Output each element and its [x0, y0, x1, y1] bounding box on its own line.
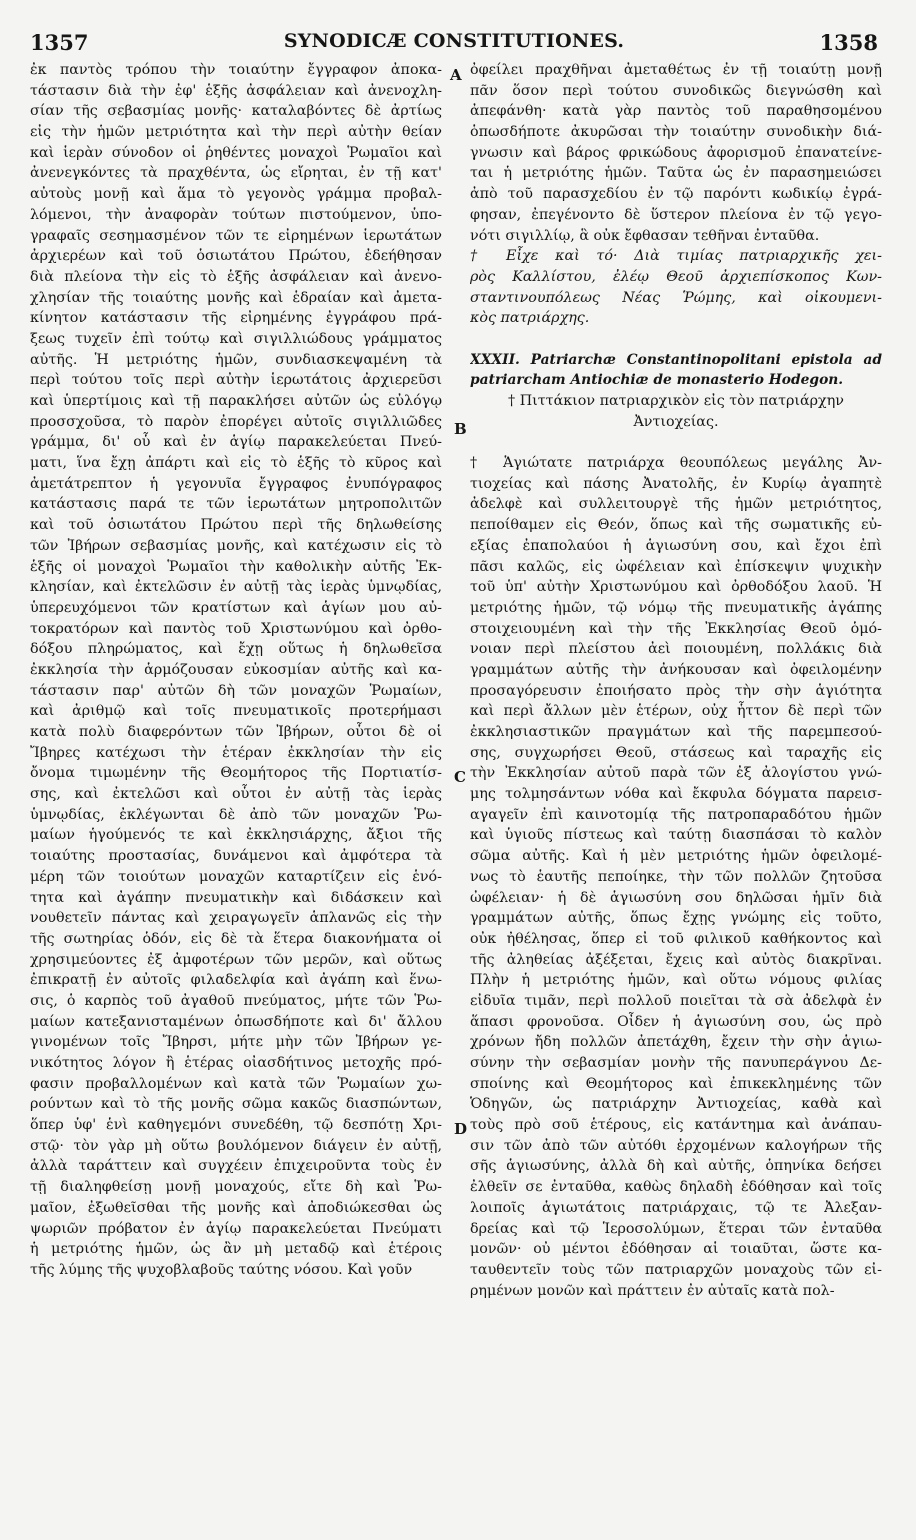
text-line: Πλὴν ἡ μετριότης ἡμῶν, καὶ οὕτω νόμους φιλίας: [470, 972, 882, 989]
text-line: ἐκκλησία τὴν ἁρμόζουσαν εὐκοσμίαν αὐτῆς καὶ κα-: [30, 661, 442, 678]
text-line: τῆς λύμης τῆς ψυχοβλαβοῦς ταύτης νόσου. Καὶ γοῦν: [30, 1261, 413, 1278]
text-line: μαίων ἡγούμενός τε καὶ ἐκκλησιάρχης, ἄξιοι τῆς: [30, 827, 442, 844]
text-line: ἀλλὰ ταράττειν καὶ συγχέειν ἐπιχειροῦντα τοὺς ἐν: [30, 1158, 442, 1175]
text-line: λόμενοι, τὴν ἀναφορὰν τούτων πιστούμενον, ὑπο-: [30, 206, 442, 223]
text-line: ἐκ παντὸς τρόπου τὴν τοιαύτην ἔγγραφον ἀποκα-: [30, 62, 442, 78]
text-line: ὀφείλει πραχθῆναι ἀμεταθέτως ἐν τῇ τοιαύτῃ μονῇ: [470, 62, 882, 78]
text-line: κατὰ πολὺ διαφερόντων τῶν Ἰβήρων, οὗτοι δὲ οἱ: [30, 724, 442, 740]
right-column: [470, 60, 882, 1301]
text-line: ὑπερευχόμενοι τῶν κρατίστων καὶ ἁγίων μου αὐ-: [30, 599, 442, 616]
text-line: οὐκ ἠθέλησας, ὅπερ εἰ τοῦ φιλικοῦ καθήκοντος καὶ: [470, 930, 882, 947]
text-line: πεποίθαμεν εἰς Θεόν, ὅπως καὶ τῆς σωματικῆς εὐ-: [470, 517, 882, 534]
text-line: μονῶν· οὐ μέντοι ἐδόθησαν αἱ τοιαῦται, ὥστε κα-: [470, 1241, 882, 1258]
text-line: τητα καὶ ἀγάπην πνευματικὴν καὶ διδάσκειν καὶ: [30, 889, 442, 906]
text-line: ἐκκλησιαστικῶν πραγμάτων καὶ τῆς παρεμπεσού-: [470, 724, 882, 740]
text-line: κίνητον κατάστασιν τῆς εἰρημένης ἐγγράφου πρά-: [30, 310, 442, 327]
margin-marker-d: D: [454, 1120, 468, 1138]
text-line: ματι, ἵνα ἔχῃ ἀπάρτι καὶ εἰς τὸ ἑξῆς τὸ κῦρος καὶ: [30, 455, 442, 472]
text-line: καὶ περὶ ἄλλων μὲν ἑτέρων, οὐχ ἧττον δὲ περὶ τῶν: [470, 703, 882, 720]
text-line: [470, 432, 882, 453]
running-title: SYNODICÆ CONSTITUTIONES.: [283, 30, 625, 52]
text-line: εἰδυῖα τιμᾶν, περὶ πολλοῦ ποιεῖται τὰ σὰ ἀδελφὰ ἐν: [470, 992, 882, 1009]
margin-marker-b: B: [454, 420, 467, 438]
text-line: καὶ τοῦ ὁσιωτάτου Πρώτου περὶ τῆς δηλωθείσης: [30, 517, 442, 534]
text-line: ἑξῆς οἱ μοναχοὶ Ῥωμαῖοι τὴν καθολικὴν αὐτῆς Ἐκ-: [30, 558, 442, 575]
text-line: καὶ ἱερὰν σύνοδον οἱ ῥηθέντες μοναχοὶ Ῥωμαῖοι καὶ: [30, 144, 442, 161]
text-line: μαῖον, ἐξωθεῖσθαι τῆς μονῆς καὶ ἀποδιώκεσθαι ὡς: [30, 1199, 442, 1216]
text-line: χλησίαν τῆς τοιαύτης μονῆς καὶ ἑδραίαν καὶ ἀμετα-: [30, 289, 442, 306]
page-number-left: 1357: [30, 30, 89, 55]
text-line: ἀπὸ τοῦ παρασχεδίου ἐν τῷ παρόντι κωδικίῳ ἐγρά-: [470, 186, 882, 203]
text-line: τάστασιν παρ' αὐτῶν δὴ τῶν μοναχῶν Ῥωμαίων,: [30, 682, 442, 699]
text-line: σις, ὁ καρπὸς τοῦ ἀγαθοῦ πνεύματος, μήτε τῶν Ῥω-: [30, 992, 442, 1009]
text-line: τῆς ἀληθείας ἀξέξεται, ἔχεις καὶ αὐτὸς διακρῖναι.: [470, 951, 882, 968]
text-line: XXXII. Patriarchæ Constantinopolitani epistola ad: [470, 351, 882, 368]
text-line: γραμμάτων αὐτῆς τὴν ἀνήκουσαν καὶ ὀφειλομένην: [470, 661, 882, 678]
text-line: αὐτῆς. Ἡ μετριότης ἡμῶν, συνδιασκεψαμένη τὰ: [30, 351, 442, 368]
left-column: [30, 60, 442, 1281]
text-line: ψωριῶν πρόβατον ἐν ἁγίῳ παρακελεύεται Πνεύματι: [30, 1220, 442, 1237]
text-line: ταυθεντεῖν τοὺς τῶν πατριαρχῶν μοναχοὺς τῶν εἰ-: [470, 1261, 882, 1278]
text-line: μαίων κατεξανισταμένων ὁπωσδήποτε καὶ δι' ἄλλου: [30, 1013, 442, 1030]
text-line: σης, συγχωρήσει Θεοῦ, στάσεως καὶ ταραχῆς εἰς: [470, 744, 882, 761]
text-line: στοιχειουμένη καὶ τὴν τῆς Ἐκκλησίας Θεοῦ ὁμό-: [470, 620, 882, 637]
text-line: σιν τῶν ἀπὸ τῶν αὐτόθι ἐρχομένων καλογήρων τῆς: [470, 1137, 882, 1154]
text-line: κατάστασις παρά τε τῶν ἱερωτάτων μητροπολιτῶν: [30, 496, 442, 513]
text-line: προσσχοῦσα, τὸ παρὸν ἐπορέγει αὐτοῖς σιγιλλιῶδες: [30, 413, 442, 430]
text-line: μετριότης ἡμῶν, τῷ νόμῳ τῆς πνευματικῆς ἀγάπης: [470, 599, 882, 616]
text-line: τῇ διαληφθείσῃ μονῇ μοναχούς, εἴτε δὴ καὶ Ῥω-: [30, 1179, 442, 1196]
text-line: αγαγεῖν ἐπὶ καινοτομίᾳ τῆς πατροπαραδότου ἡμῶν: [470, 806, 882, 823]
text-line: ρημένων μονῶν καὶ πράττειν ἐν αὐταῖς κατὰ πολ-: [470, 1282, 835, 1299]
text-line: ὅπερ ὑφ' ἑνὶ καθηγεμόνι συνεδέθη, τῷ δεσπότῃ Χρι-: [30, 1117, 442, 1134]
text-line: ἡ μετριότης ἡμῶν, ὡς ἂν μὴ μεταδῷ καὶ ἑτέροις: [30, 1241, 442, 1258]
text-line: † Ἁγιώτατε πατριάρχα θεουπόλεως μεγάλης Ἀν-: [470, 455, 882, 472]
text-line: † Εἶχε καὶ τό· Διὰ τιμίας πατριαρχικῆς χει-: [470, 248, 882, 265]
text-line: γινομένων τοῖς Ἴβηρσι, μήτε μὴν τῶν Ἰβήρων γε-: [30, 1034, 442, 1051]
text-line: Ἴβηρες κατέχωσι τὴν ἑτέραν ἐκκλησίαν τὴν εἰς: [30, 744, 442, 761]
text-line: τῶν Ἰβήρων σεβασμίας μονῆς, καὶ κατέχωσιν εἰς τὸ: [30, 537, 442, 554]
text-line: [470, 329, 882, 350]
text-line: φησαν, ἐπεγένοντο δὲ ὕστερον πλείονα ἐν τῷ γεγο-: [470, 206, 882, 223]
margin-marker-a: A: [450, 66, 462, 84]
text-line: τοκρατόρων καὶ παντὸς τοῦ Χριστωνύμου καὶ ὀρθο-: [30, 620, 442, 637]
text-line: στῷ· τὸν γὰρ μὴ οὕτω βουλόμενον διάγειν ἐν αὐτῇ,: [30, 1137, 442, 1154]
text-line: σύνην τὴν σεβασμίαν μονὴν τῆς πανυπεράγνου Δε-: [470, 1055, 882, 1071]
text-line: γραμμάτων αὐτῆς, ὅπως ἔχῃς γνώμης εἰς τοῦτο,: [470, 910, 882, 927]
text-line: δόξου πληρώματος, καὶ ἔχῃ οὕτως ἡ δηλωθεῖσα: [30, 641, 442, 658]
text-line: ρὸς Καλλίστου, ἐλέῳ Θεοῦ ἀρχιεπίσκοπος Κων-: [470, 268, 882, 285]
text-line: καὶ ὑπερτίμοις καὶ τῇ παρακλήσει αὐτῶν ὡς εὐλόγῳ: [30, 393, 442, 409]
text-line: πᾶσι καλῶς, εἰς ὠφέλειαν καὶ ἐπίσκεψιν ψυχικὴν: [470, 558, 882, 575]
page-header: [30, 30, 878, 56]
text-line: Ἀντιοχείας.: [633, 413, 719, 430]
text-line: μης τολμησάντων νόθα καὶ ἔκφυλα δόγματα παρεισ-: [470, 786, 882, 803]
text-line: Ὁδηγῶν, ὡς πατριάρχην Ἀντιοχείας, καθὰ καὶ: [470, 1096, 882, 1113]
text-line: γνωσιν καὶ βάρος φρικώδους ἀφορισμοῦ ἐπανατείνε-: [470, 144, 882, 161]
text-line: νουθετεῖν πάντας καὶ χειραγωγεῖν ἁπλανῶς εἰς τὴν: [30, 910, 442, 927]
text-line: ται ἡ μετριότης ἡμῶν. Ταῦτα ὡς ἐν παρασημειώσει: [470, 165, 882, 182]
text-line: πᾶν ὅσον περὶ τούτου συνοδικῶς διεγνώσθη καὶ: [470, 82, 882, 99]
text-line: ἀρχιερέων καὶ τοῦ ὁσιωτάτου Πρώτου, ἐδεήθησαν: [30, 248, 442, 265]
text-line: ἐπικρατῇ ἐν αὐτοῖς φιλαδελφία καὶ ἀγάπη καὶ ἕνω-: [30, 972, 442, 989]
text-line: νικότητος λόγον ἢ ἑτέρας οἰασδήτινος μετοχῆς πρό-: [30, 1055, 442, 1071]
text-line: σης, καὶ ἐκτελῶσι καὶ οὗτοι ἐν αὐτῇ τὰς ἱερὰς: [30, 786, 442, 803]
text-line: τῆς σωτηρίας ὁδόν, εἰς δὲ τὰ ἕτερα διακονήματα οἱ: [30, 930, 442, 947]
text-line: ὠφέλειαν· ἡ δὲ ἁγιωσύνη σου δηλῶσαι ἡμῖν διὰ: [470, 889, 882, 906]
text-line: λοιποῖς ἁγιωτάτοις πατριάρχαις, τῷ τε Ἀλεξαν-: [470, 1199, 882, 1216]
text-line: σταντινουπόλεως Νέας Ῥώμης, καὶ οἰκουμενι-: [470, 289, 882, 306]
text-line: νοιαν περὶ πλείστου ἀεὶ ποιουμένη, πολλάκις διὰ: [470, 641, 882, 658]
text-line: χρόνων ἤδη πολλῶν ἀπετάχθη, ἔχειν τὴν σὴν ἁγιω-: [470, 1034, 882, 1051]
text-line: τοιαύτης προστασίας, δυνάμενοι καὶ ἀμφότερα τὰ: [30, 848, 442, 865]
text-line: ὑμνῳδίας, ἐκλέγωνται δὲ ἀπὸ τῶν μοναχῶν Ῥω-: [30, 806, 442, 823]
text-line: γράμμα, δι' οὗ καὶ ἐν ἁγίῳ παρακελεύεται Πνεύ-: [30, 434, 442, 451]
text-line: ὄνομα τιμωμένην τῆς Θεομήτορος τῆς Πορτιατίσ-: [30, 765, 442, 782]
text-line: τοὺς πρὸ σοῦ ἑτέρους, εἰς κατάντημα καὶ ἀνάπαυ-: [470, 1117, 882, 1134]
text-line: ἀμετάτρεπτον ἡ γεγονυῖα ἔγγραφος ἐνυπόγραφος: [30, 475, 442, 492]
text-line: ἅπασι φρονοῦσα. Οἶδεν ἡ ἁγιωσύνη σου, ὡς πρὸ: [470, 1013, 882, 1030]
text-line: ὁπωσδήποτε ἀκυρῶσαι τὴν τοιαύτην συνοδικὴν διά-: [470, 124, 882, 141]
text-line: ἐλθεῖν σε ἐνταῦθα, καθὼς δηλαδὴ ἐδόθησαν καὶ τοῖς: [470, 1179, 882, 1196]
text-line: τοῦ ὑπ' αὐτὴν Χριστωνύμου καὶ ὀρθοδόξου λαοῦ. Ἡ: [470, 579, 882, 596]
text-line: σίαν τῆς σεβασμίας μονῆς· καταλαβόντες δὲ ἀρτίως: [30, 103, 442, 120]
page-number-right: 1358: [819, 30, 878, 55]
text-line: εξίας ἐπαπολαύοι ἡ ἁγιωσύνη σου, καὶ ἔχοι ἐπὶ: [470, 537, 882, 554]
text-line: κὸς πατριάρχης.: [470, 310, 590, 327]
text-line: γραφαῖς σεσημασμένον τῶν τε εἰρημένων ἱερωτάτων: [30, 227, 442, 244]
text-line: † Πιττάκιον πατριαρχικὸν εἰς τὸν πατριάρχην: [508, 393, 844, 409]
text-line: σῶμα αὐτῆς. Καὶ ἡ μὲν μετριότης ἡμῶν ὀφειλομέ-: [470, 848, 882, 865]
text-line: ξεως τυχεῖν ἐπὶ τούτῳ καὶ σιγιλλιώδους γράμματος: [30, 330, 442, 347]
text-line: μέρη τῶν τοιούτων μοναχῶν καταρτίζειν εἰς ἑνό-: [30, 868, 442, 885]
text-line: σῆς ἁγιωσύνης, ἀλλὰ δὴ καὶ αὐτῆς, ὁπηνίκα δεήσει: [470, 1158, 882, 1175]
text-line: προσαγόρευσιν ἐποιήσατο πρὸς τὴν σὴν ἁγιότητα: [470, 682, 882, 699]
text-line: ἀπεφάνθη· κατὰ γὰρ παντὸς τοῦ παραθησομένου: [470, 103, 882, 120]
margin-marker-c: C: [454, 768, 466, 786]
text-line: καὶ ὑγιοῦς πίστεως καὶ ταύτῃ διασπάσαι τὸ καλὸν: [470, 827, 882, 844]
text-line: νως τὸ ἑαυτῆς πεποίηκε, τὴν τῶν πολλῶν ζητοῦσα: [470, 868, 882, 885]
text-line: ἀδελφὲ καὶ συλλειτουργὲ τῆς ἡμῶν μετριότητος,: [470, 496, 882, 513]
text-line: εἰς τὴν ἡμῶν μετριότητα καὶ τὴν περὶ αὐτὴν θείαν: [30, 124, 442, 141]
text-line: χρησιμεύοντες ἐξ ἀμφοτέρων τῶν μερῶν, καὶ οὕτως: [30, 951, 442, 968]
text-line: κλησίαν, καὶ ἐκτελῶσιν ἐν αὐτῇ τὰς ἱερὰς ὑμνῳδίας,: [30, 579, 442, 596]
text-line: αὐτοὺς μονῇ καὶ ἅμα τὸ γεγονὸς γράμμα προβαλ-: [30, 186, 442, 203]
text-line: patriarcham Antiochiæ de monasterio Hodegon.: [470, 372, 844, 389]
text-line: σποίνης καὶ Θεομήτορος καὶ ἐπικεκλημένης τῶν: [470, 1075, 882, 1092]
text-line: διὰ πλείονα τὴν εἰς τὸ ἑξῆς ἀσφάλειαν καὶ ἀνενο-: [30, 268, 442, 285]
text-line: τάστασιν διὰ τὴν ἐφ' ἑξῆς ἀσφάλειαν καὶ ἀνενοχλη-: [30, 82, 442, 99]
text-line: φασιν προβαλλομένων καὶ κατὰ τῶν Ῥωμαίων χω-: [30, 1075, 442, 1092]
text-line: τὴν Ἐκκλησίαν αὐτοῦ παρὰ τῶν ἐξ ἀλογίστου γνώ-: [470, 765, 882, 782]
text-line: δρείας καὶ τῷ Ἱεροσολύμων, ἕτεραι τῶν ἐνταῦθα: [470, 1220, 882, 1237]
text-line: νότι σιγιλλίῳ, ἃ οὐκ ἔφθασαν τεθῆναι ἐνταῦθα.: [470, 227, 820, 244]
text-line: καὶ ἀριθμῷ καὶ τοῖς πνευματικοῖς προτερήμασι: [30, 703, 442, 720]
text-line: ρούντων καὶ τὸ τῆς μονῆς σῶμα κακῶς διασπώντων,: [30, 1096, 442, 1113]
text-line: τιοχείας καὶ πάσης Ἀνατολῆς, ἐν Κυρίῳ ἀγαπητὲ: [470, 475, 882, 492]
text-line: περὶ τούτου τοῖς περὶ αὐτὴν ἱερωτάτοις ἀρχιερεῦσι: [30, 372, 442, 389]
text-line: ἀνενεγκόντες τὰ πραχθέντα, ὡς εἴρηται, ἐν τῇ κατ': [30, 165, 442, 182]
